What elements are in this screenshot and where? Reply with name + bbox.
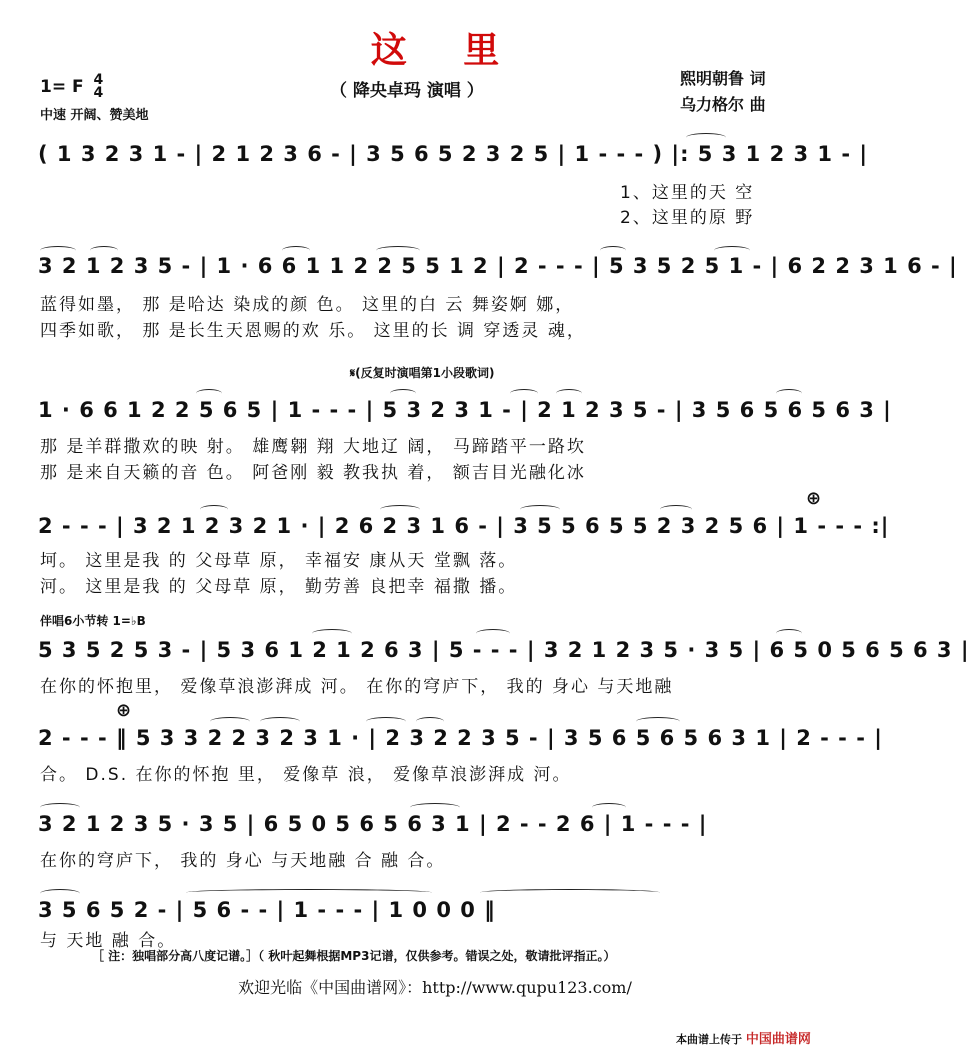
notation-row-6: 2 - - - ‖ 5 3 3 2 2 3 2 3 1 · | 2 3 2 2 3 5 - | 3 5 6 5 6 5 6 3 1 | 2 - - - |: [38, 726, 883, 750]
site-logo: 中国曲谱网: [745, 1032, 811, 1047]
time-top: 4: [93, 72, 104, 88]
lyric-row-6: 合。 D.S. 在你的怀抱 里， 爱像草 浪， 爱像草浪澎湃成 河。: [40, 765, 572, 785]
song-title: 这 里: [370, 30, 522, 71]
upload-label: 本曲谱上传于: [676, 1033, 742, 1046]
key-signature: [40, 74, 103, 100]
notation-row-1: ( 1 3 2 3 1 - | 2 1 2 3 6 - | 3 5 6 5 2 3 2 5 | 1 - - - ) |: 5 3 1 2 3 1 - |: [38, 142, 869, 166]
time-signature: [94, 74, 104, 100]
modulation-note: 伴唱6小节转 1=♭B: [40, 614, 146, 628]
lyric-row-3-verse-2: 那 是来自天籁的音 色。 阿爸刚 毅 教我执 着， 额吉目光融化冰: [40, 463, 586, 483]
lyric-row-2-verse-1: 蓝得如墨， 那 是哈达 染成的颜 色。 这里的白 云 舞姿婀 娜，: [40, 295, 575, 315]
welcome-line: 欢迎光临《中国曲谱网》：http://www.qupu123.com/: [238, 978, 632, 997]
time-bottom: 4: [93, 85, 104, 101]
notation-row-3: 1 · 6 6 1 2 2 5 6 5 | 1 - - - | 5 3 2 3 1 - | 2 1 2 3 5 - | 3 5 6 5 6 5 6 3 |: [38, 398, 892, 422]
tempo-marking: 中速 开阔、赞美地: [40, 108, 149, 123]
footnote: ［ 注：独唱部分高八度记谱。］（ 秋叶起舞根据MP3记谱，仅供参考。错误之处，敬请批评指正。）: [92, 949, 616, 963]
lyric-row-2-verse-2: 四季如歌， 那 是长生天恩赐的欢 乐。 这里的长 调 穿透灵 魂，: [40, 321, 586, 341]
lyric-row-1-verse-2: 2、这里的原 野: [620, 208, 755, 228]
lyric-row-3-verse-1: 那 是羊群撒欢的映 射。 雄鹰翱 翔 大地辽 阔， 马蹄踏平一路坎: [40, 437, 586, 457]
lyric-row-4-verse-1: 坷。 这里是我 的 父母草 原， 幸福安 康从天 堂飘 落。: [40, 551, 518, 571]
lyric-row-8: 与 天地 融 合。: [40, 931, 177, 951]
coda-icon: ⊕: [806, 488, 822, 509]
lyric-row-4-verse-2: 河。 这里是我 的 父母草 原， 勤劳善 良把幸 福撒 播。: [40, 577, 518, 597]
composer-credit: 乌力格尔 曲: [680, 95, 766, 114]
segno-note: 𝄋(反复时演唱第1小段歌词): [350, 366, 495, 380]
notation-row-8: 3 5 6 5 2 - | 5 6 - - | 1 - - - | 1 0 0 0 ‖: [38, 898, 496, 922]
lyricist-credit: 熙明朝鲁 词: [680, 69, 766, 88]
lyric-row-5: 在你的怀抱里， 爱像草浪澎湃成 河。 在你的穹庐下， 我的 身心 与天地融: [40, 677, 674, 697]
lyric-row-1-verse-1: 1、这里的天 空: [620, 183, 755, 203]
notation-row-7: 3 2 1 2 3 5 · 3 5 | 6 5 0 5 6 5 6 3 1 | 2 - - 2 6 | 1 - - - |: [38, 812, 708, 836]
upload-credit: [676, 1028, 811, 1047]
key-label: 1= F: [40, 77, 84, 97]
performer-subtitle: （ 降央卓玛 演唱 ）: [330, 81, 484, 101]
notation-row-5: 5 3 5 2 5 3 - | 5 3 6 1 2 1 2 6 3 | 5 - - - | 3 2 1 2 3 5 · 3 5 | 6 5 0 5 6 5 6 3 |: [38, 638, 970, 662]
coda-icon-2: ⊕: [116, 700, 132, 721]
notation-row-4: 2 - - - | 3 2 1 2 3 2 1 · | 2 6 2 3 1 6 - | 3 5 5 6 5 5 2 3 2 5 6 | 1 - - - :|: [38, 514, 890, 538]
lyric-row-7: 在你的穹庐下， 我的 身心 与天地融 合 融 合。: [40, 851, 446, 871]
notation-row-2: 3 2 1 2 3 5 - | 1 · 6 6 1 1 2 2 5 5 1 2 | 2 - - - | 5 3 5 2 5 1 - | 6 2 2 3 1 6 - |: [38, 254, 958, 278]
